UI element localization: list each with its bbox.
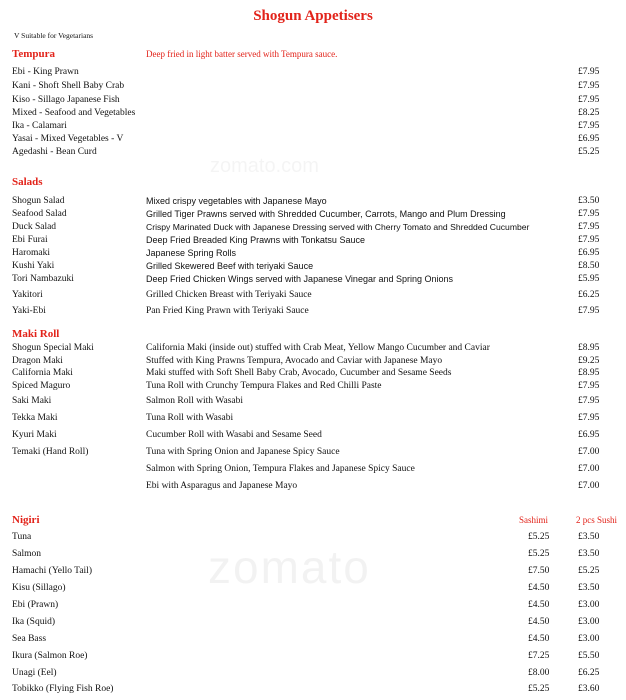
menu-item-desc: Tuna Roll with Crunchy Tempura Flakes and Red Chilli Paste [146, 381, 382, 391]
menu-item-desc: Stuffed with King Prawns Tempura, Avocado and Caviar with Japanese Mayo [146, 356, 443, 366]
menu-item-name: California Maki [12, 368, 73, 378]
menu-item-name: Yakitori [12, 290, 43, 300]
menu-item-name: Ebi Furai [12, 235, 48, 245]
menu-item-desc: Tuna with Spring Onion and Japanese Spicy Sauce [146, 447, 340, 457]
menu-item-desc: Tuna Roll with Wasabi [146, 413, 234, 423]
menu-item-desc: California Maki (inside out) stuffed with Crab Meat, Yellow Mango Cucumber and Caviar [146, 343, 490, 353]
sashimi-price: £4.50 [528, 617, 550, 627]
menu-item-price: £5.95 [578, 274, 600, 284]
tempura-note: Deep fried in light batter served with Tempura sauce. [146, 49, 338, 59]
menu-item-name: Salmon [12, 549, 42, 559]
menu-item-price: £7.95 [578, 235, 600, 245]
menu-item-desc: Ebi with Asparagus and Japanese Mayo [146, 481, 298, 491]
menu-item-name: Ebi - King Prawn [12, 67, 79, 77]
sushi-price: £3.60 [578, 684, 600, 694]
menu-item-desc: Grilled Chicken Breast with Teriyaki Sauce [146, 290, 312, 300]
menu-item-desc: Deep Fried Chicken Wings served with Japanese Vinegar and Spring Onions [146, 274, 454, 284]
sashimi-price: £7.25 [528, 651, 550, 661]
menu-item-name: Ikura (Salmon Roe) [12, 651, 88, 661]
menu-item-name: Yasai - Mixed Vegetables - V [12, 134, 124, 144]
menu-item-name: Kiso - Sillago Japanese Fish [12, 95, 120, 105]
sashimi-price: £4.50 [528, 600, 550, 610]
sushi-price: £3.00 [578, 634, 600, 644]
menu-item-price: £3.50 [578, 196, 600, 206]
sushi-price: £6.25 [578, 668, 600, 678]
veg-note: V Suitable for Vegetarians [14, 31, 94, 40]
menu-item-price: £7.00 [578, 481, 600, 491]
menu-item-price: £7.95 [578, 396, 600, 406]
menu-item-name: Kani - Shoft Shell Baby Crab [12, 81, 125, 91]
sashimi-price: £7.50 [528, 566, 550, 576]
sashimi-column-header: Sashimi [519, 515, 549, 525]
sushi-price: £5.25 [578, 566, 600, 576]
sashimi-price: £5.25 [528, 549, 550, 559]
menu-item-name: Tuna [12, 532, 32, 542]
menu-item-desc: Pan Fried King Prawn with Teriyaki Sauce [146, 306, 309, 316]
maki-heading: Maki Roll [12, 328, 60, 340]
menu-item-price: £7.95 [578, 209, 600, 219]
menu-item-name: Temaki (Hand Roll) [12, 447, 89, 457]
menu-item-desc: Maki stuffed with Soft Shell Baby Crab, Avocado, Cucumber and Sesame Seeds [146, 368, 452, 378]
menu-item-desc: Salmon with Spring Onion, Tempura Flakes and Japanese Spicy Sauce [146, 464, 415, 474]
menu-item-name: Sea Bass [12, 634, 47, 644]
menu-item-name: Haromaki [12, 248, 50, 258]
menu-item-price: £7.95 [578, 306, 600, 316]
menu-item-desc: Mixed crispy vegetables with Japanese Mayo [146, 196, 327, 206]
sushi-price: £3.50 [578, 583, 600, 593]
menu-item-price: £5.25 [578, 147, 600, 157]
watermark: zomato [208, 541, 371, 593]
menu-item-desc: Salmon Roll with Wasabi [146, 396, 243, 406]
menu-item-name: Tekka Maki [12, 413, 58, 423]
salads-heading: Salads [12, 176, 43, 188]
menu-item-name: Tobikko (Flying Fish Roe) [12, 684, 114, 694]
menu-item-name: Yaki-Ebi [12, 306, 46, 316]
menu-item-price: £8.25 [578, 108, 600, 118]
sashimi-price: £5.25 [528, 532, 550, 542]
menu-item-desc: Japanese Spring Rolls [146, 248, 237, 258]
menu-item-name: Tori Nambazuki [12, 274, 74, 284]
menu-item-price: £6.25 [578, 290, 600, 300]
menu-item-price: £6.95 [578, 430, 600, 440]
menu-item-name: Unagi (Eel) [12, 668, 57, 678]
sushi-column-header: 2 pcs Sushi [576, 515, 618, 525]
sashimi-price: £8.00 [528, 668, 550, 678]
menu-item-desc: Crispy Marinated Duck with Japanese Dressing served with Cherry Tomato and Shredded Cucumber [146, 222, 530, 232]
sushi-price: £3.50 [578, 532, 600, 542]
menu-item-name: Kyuri Maki [12, 430, 57, 440]
menu-item-price: £7.95 [578, 381, 600, 391]
menu-item-name: Seafood Salad [12, 209, 67, 219]
sushi-price: £3.00 [578, 617, 600, 627]
menu-item-desc: Deep Fried Breaded King Prawns with Tonkatsu Sauce [146, 235, 365, 245]
menu-item-price: £7.95 [578, 222, 600, 232]
sushi-price: £3.50 [578, 549, 600, 559]
menu-item-name: Kushi Yaki [12, 261, 55, 271]
menu-item-price: £7.95 [578, 81, 600, 91]
menu-item-name: Hamachi (Yello Tail) [12, 566, 92, 576]
sashimi-price: £4.50 [528, 583, 550, 593]
menu-item-price: £8.95 [578, 368, 600, 378]
menu-item-price: £8.50 [578, 261, 600, 271]
menu-item-name: Shogun Salad [12, 196, 65, 206]
menu-item-name: Duck Salad [12, 222, 57, 232]
menu-item-price: £7.95 [578, 95, 600, 105]
menu-item-price: £7.00 [578, 447, 600, 457]
menu-item-price: £9.25 [578, 356, 600, 366]
menu-item-desc: Cucumber Roll with Wasabi and Sesame Seed [146, 430, 322, 440]
menu-item-name: Ebi (Prawn) [12, 600, 59, 610]
menu-item-price: £7.95 [578, 121, 600, 131]
menu-item-name: Shogun Special Maki [12, 343, 94, 353]
watermark-small [210, 155, 319, 178]
menu-title: Shogun Appetisers [253, 8, 373, 24]
menu-item-name: Ika (Squid) [12, 617, 56, 627]
menu-item-price: £8.95 [578, 343, 600, 353]
menu-item-desc: Grilled Tiger Prawns served with Shredded Cucumber, Carrots, Mango and Plum Dressing [146, 209, 506, 219]
sashimi-price: £5.25 [528, 684, 550, 694]
nigiri-heading: Nigiri [12, 514, 40, 526]
menu-item-price: £7.95 [578, 413, 600, 423]
menu-item-name: Mixed - Seafood and Vegetables [12, 108, 136, 118]
sushi-price: £3.00 [578, 600, 600, 610]
menu-item-price: £6.95 [578, 248, 600, 258]
menu-item-name: Ika - Calamari [12, 121, 67, 131]
menu-item-price: £7.95 [578, 67, 600, 77]
menu-item-name: Saki Maki [12, 396, 52, 406]
tempura-heading: Tempura [12, 48, 55, 60]
menu-item-name: Kisu (Sillago) [12, 583, 66, 593]
menu-item-name: Dragon Maki [12, 356, 63, 366]
menu-item-price: £7.00 [578, 464, 600, 474]
menu-item-name: Spiced Maguro [12, 381, 71, 391]
menu-item-desc: Grilled Skewered Beef with teriyaki Sauce [146, 261, 314, 271]
menu-item-name: Agedashi - Bean Curd [12, 147, 97, 157]
sashimi-price: £4.50 [528, 634, 550, 644]
sushi-price: £5.50 [578, 651, 600, 661]
menu-item-price: £6.95 [578, 134, 600, 144]
